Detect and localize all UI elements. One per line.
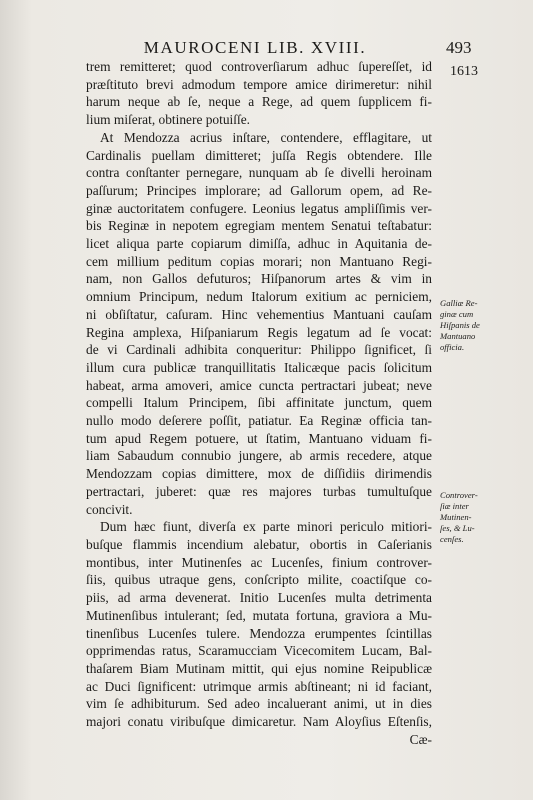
- margin-note-controversiae: [440, 490, 510, 545]
- text-line: Mendozzam copias dimittere, mox de diſſidiis dirimendis: [86, 466, 432, 482]
- text-line: harum neque ab ſe, neque a Rege, ad quem ſupplicem fi-: [86, 94, 432, 110]
- text-line: At Mendozza acrius inſtare, contendere, efflagitare, ut: [100, 129, 432, 145]
- text-line: piis, ad arma devenerat. Initio Lucenſes multa detrimenta: [86, 590, 432, 606]
- text-line: liam Sabaudum connubio jungere, ab armis recedere, atque: [86, 448, 432, 464]
- text-line: trem remitteret; quod controverſiarum adhuc ſupereſſet, id: [86, 59, 432, 74]
- text-line: ginæ auctoritatem confugere. Leonius legatus ampliſſimis ver-: [86, 200, 432, 216]
- text-line: licet aliqua parte copiarum dimiſſa, adhuc in Aquitania de-: [86, 236, 432, 252]
- text-line: omnium Principum, nedum Italorum exitium ac perniciem,: [86, 289, 432, 305]
- text-line: illum cura publicæ tranquillitatis Italicæque pacis ſolicitum: [86, 359, 432, 375]
- text-line: concivit.: [86, 501, 133, 517]
- text-line: compelli Italum Principem, ſibi affinitate junctum, quem: [86, 395, 432, 411]
- text-line: buſque flammis incendium alebatur, obortis in Caſerianis: [86, 536, 432, 552]
- text-line: bis Reginæ in nepotem egregiam mentem Senatui teſtabatur:: [86, 218, 432, 234]
- margin-year: 1613: [450, 64, 478, 79]
- text-line: præſtituto brevi admodum tempore amice dirimeretur: nihil: [86, 76, 432, 92]
- text-line: thaſarem Biam Mutinam mittit, qui ejus nomine Reipublicæ: [86, 660, 432, 676]
- text-line: contra conſtanter pernegare, nunquam ab ſe divelli heroinam: [86, 165, 432, 181]
- margin-note-line: cenſes.: [440, 534, 464, 544]
- text-line: ni obſiſtatur, caſuram. Hinc vehementius Mantuani cauſam: [86, 306, 432, 322]
- text-line: nullo modo deſerere poſſit, patiatur. Ea Reginæ officia tan-: [86, 413, 432, 429]
- margin-note-gallia: [440, 298, 510, 353]
- margin-note-line: Controver-: [440, 490, 478, 500]
- text-line: tum apud Regem potuere, ut ſtatim, Mantuano viduam fi-: [86, 430, 432, 446]
- margin-note-line: Mutinen-: [440, 512, 472, 522]
- text-line: habeat, arma amoveri, amice cuncta pertractari jubeat; neve: [86, 377, 432, 393]
- text-line: vim ſe adhibiturum. Sed adeo incaluerant animi, ut in dies: [86, 696, 432, 712]
- text-line: ſiis, quibus utraque gens, conſcripto milite, coactiſque co-: [86, 572, 432, 588]
- text-line: paſſurum; Principes implorare; ad Gallorum opem, ad Re-: [86, 182, 432, 198]
- text-line: Regina amplexa, Hiſpaniarum Regis legatum ad ſe vocat:: [86, 324, 432, 340]
- text-line: cem millium peditum copias morari; non Mantuano Regi-: [86, 253, 432, 269]
- text-line: de vi Cardinali adhibita conqueritur: Philippo ſignificet, ſi: [86, 342, 432, 358]
- text-line: opprimendas ratus, Scaramucciam Vicecomitem Lucam, Bal-: [86, 643, 432, 659]
- margin-note-line: Hiſpanis de: [440, 320, 480, 330]
- body-text: [86, 58, 432, 748]
- text-line: lium miſerat, obtinere potuiſſe.: [86, 112, 250, 128]
- catchword: Cæ-: [409, 731, 432, 747]
- text-line: pertractari, juberet: quæ res majores turbas tumultuſque: [86, 483, 432, 499]
- page-number: 493: [446, 38, 472, 57]
- text-line: majori conatu viribuſque dimicaretur. Nam Aloyſius Eſtenſis,: [86, 714, 432, 730]
- text-line: montibus, inter Mutinenſes ac Lucenſes, finium controver-: [86, 554, 432, 570]
- paragraph-container: [86, 58, 432, 731]
- margin-note-line: Galliæ Re-: [440, 298, 478, 308]
- text-line: ac Duci ſignificent: utrimque armis abſtineant; ni id faciant,: [86, 678, 432, 694]
- margin-note-line: ſiæ inter: [440, 501, 469, 511]
- text-line: Cardinalis puellam dimitteret; juſſa Regis obtendere. Ille: [86, 147, 432, 163]
- margin-note-line: officia.: [440, 342, 465, 352]
- margin-note-line: ſes, & Lu-: [440, 523, 475, 533]
- margin-note-line: ginæ cum: [440, 309, 474, 319]
- text-line: nam, non Gallos defuturos; Hiſpanorum artes & vim in: [86, 271, 432, 287]
- running-head: MAUROCENI LIB. XVIII.: [143, 38, 367, 57]
- margin-note-line: Mantuano: [440, 331, 476, 341]
- text-line: tinenſibus Lucenſes tulere. Mendozza erumpentes ſcintillas: [86, 625, 432, 641]
- text-line: Dum hæc fiunt, diverſa ex parte minori periculo mitiori-: [100, 519, 432, 535]
- text-line: Mutinenſibus intulerant; ſed, mutata fortuna, graviora a Mu-: [86, 607, 432, 623]
